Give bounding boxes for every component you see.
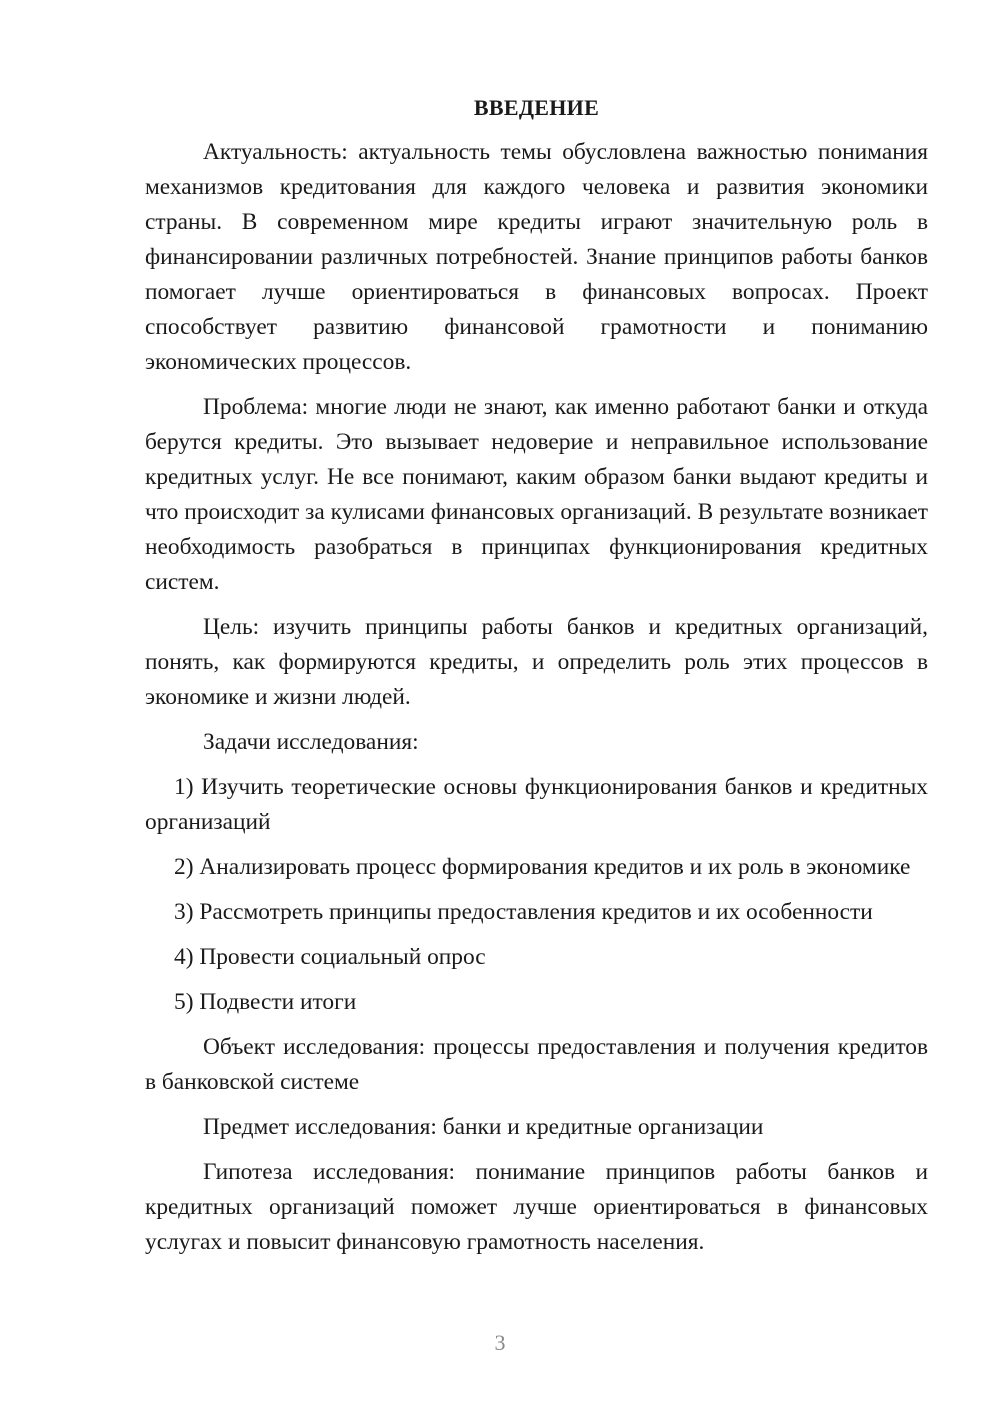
task-item-1: 1) Изучить теоретические основы функционирования банков и кредитных организаций [145,774,928,835]
page-number: 3 [494,1330,506,1355]
task-item-2: 2) Анализировать процесс формирования кредитов и их роль в экономике [174,854,911,880]
paragraph-subject: Предмет исследования: банки и кредитные организации [203,1114,764,1140]
task-item-3: 3) Рассмотреть принципы предоставления кредитов и их особенности [174,899,873,925]
page-title: ВВЕДЕНИЕ [473,95,600,120]
paragraph-object: Объект исследования: процессы предоставления и получения кредитов в банковской системе [145,1034,928,1095]
paragraph-problem: Проблема: многие люди не знают, как именно работают банки и откуда берутся кредиты. Это вызывает недоверие и неправильное использование кредитных услуг. Не все понимают, каким образом банки выдают кредиты и что происходит за кулисами финансовых организаций. В результате возникает необходимость разобраться в принципах функционирования кредитных систем. [145,394,928,595]
task-item-5: 5) Подвести итоги [174,989,357,1015]
task-item-4: 4) Провести социальный опрос [174,944,486,970]
paragraph-goal: Цель: изучить принципы работы банков и кредитных организаций, понять, как формируются кредиты, и определить роль этих процессов в экономике и жизни людей. [145,614,928,710]
page-content [145,95,928,1260]
tasks-heading: Задачи исследования: [203,729,419,755]
paragraph-relevance: Актуальность: актуальность темы обусловлена важностью понимания механизмов кредитования для каждого человека и развития экономики страны. В современном мире кредиты играют значительную роль в финансировании различных потребностей. Знание принципов работы банков помогает лучше ориентироваться в финансовых вопросах. Проект способствует развитию финансовой грамотности и пониманию экономических процессов. [145,139,928,375]
paragraph-hypothesis: Гипотеза исследования: понимание принципов работы банков и кредитных организаций поможет лучше ориентироваться в финансовых услугах и повысит финансовую грамотность населения. [145,1159,928,1255]
